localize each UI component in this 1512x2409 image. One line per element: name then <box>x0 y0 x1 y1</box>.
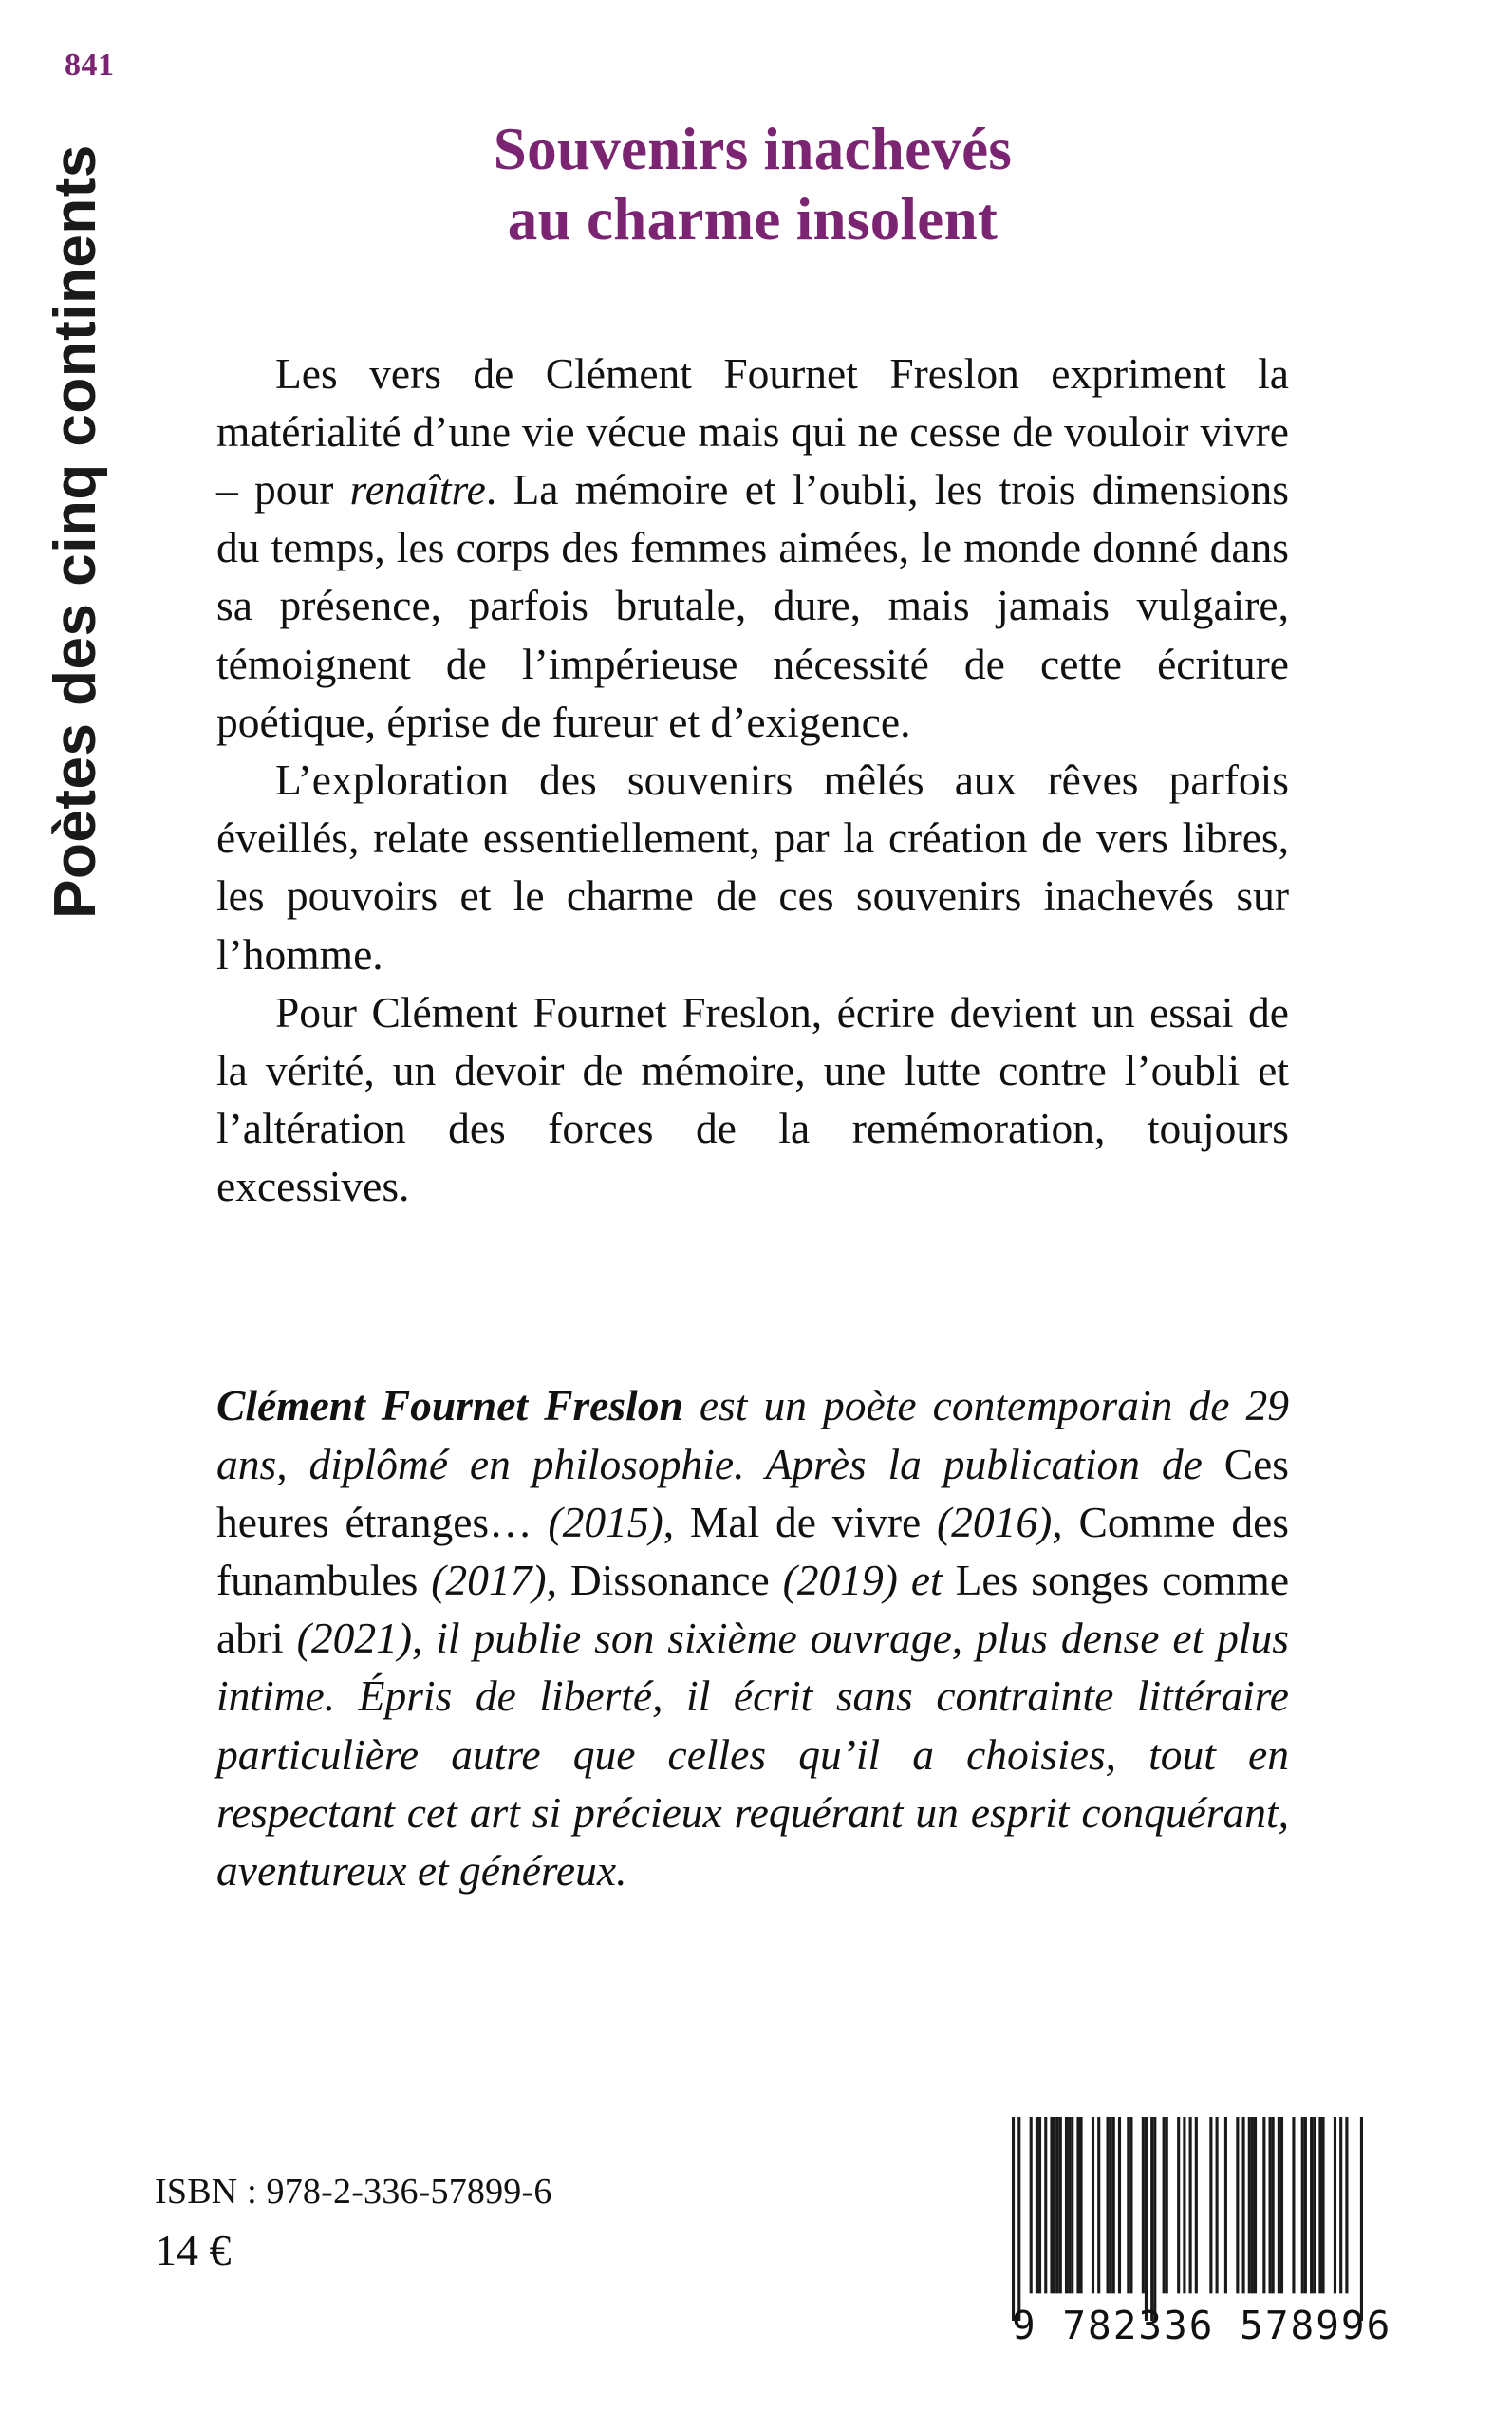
text-segment: (2015) <box>532 1497 663 1546</box>
text-segment: Pour Clément Fournet Freslon, écrire devient un essai de la vérité, un devoir de mémoire, une lutte contre l’oubli et l’altération des forces de la remémoration, toujours excessives. <box>216 987 1289 1211</box>
text-segment: L’exploration des souvenirs mêlés aux rêves parfois éveillés, relate essentiellement, par la création de vers libres, les pouvoirs et le charme de ces souvenirs inachevés sur l’homme. <box>216 755 1289 979</box>
text-segment: Ces heures étranges… <box>216 1439 1289 1546</box>
text-segment: (2019) et <box>769 1556 956 1605</box>
book-title-line-1: Souvenirs inachevés <box>493 116 1013 182</box>
footer <box>0 2117 1512 2409</box>
biography-paragraph <box>216 1376 1289 1899</box>
collection-number: 841 <box>65 47 115 83</box>
text-segment: . La mémoire et l’oubli, les trois dimensions du temps, les corps des femmes aimées, le monde donné dans sa présence, parfois brutale, dure, mais jamais vulgaire, témoignent de l’impérieuse nécessité de cette écriture poétique, éprise de fureur et d’exigence. <box>216 465 1289 746</box>
text-segment: (2017) <box>418 1556 547 1605</box>
author-biography <box>216 1376 1289 1899</box>
text-segment: , <box>663 1497 690 1546</box>
collection-name: Poètes des cinq continents <box>43 144 108 919</box>
content-column <box>216 0 1289 1899</box>
blurb-text <box>216 345 1289 1216</box>
isbn-value: ISBN : 978-2-336-57899-6 <box>155 2172 552 2212</box>
blurb-paragraph <box>216 983 1289 1216</box>
price-value: 14 € <box>155 2225 232 2274</box>
blurb-paragraph <box>216 345 1289 751</box>
blurb-paragraph <box>216 751 1289 983</box>
text-segment: Les vers de Clément Fournet Freslon expriment la matérialité d’une vie vécue mais qui ne cesse de vouloir vivre – pour <box>216 348 1289 514</box>
collection-name-band <box>0 104 152 959</box>
text-segment: (2016) <box>921 1497 1053 1546</box>
text-segment: Comme des funambules <box>216 1497 1289 1605</box>
text-segment: est un poète contemporain de 29 ans, diplômé en philosophie. Après la publication de <box>216 1381 1289 1488</box>
text-segment: Mal de vivre <box>689 1497 922 1546</box>
barcode-bars-icon <box>1012 2117 1363 2321</box>
text-segment: renaître <box>349 465 486 514</box>
page-title <box>216 114 1289 255</box>
text-segment: , <box>546 1556 570 1605</box>
barcode-digits: 9 782336 578996 <box>1012 2303 1392 2348</box>
text-segment: (2021), il publie son sixième ouvrage, plus dense et plus intime. Épris de liberté, il écrit sans contrainte littéraire particulière autre que celles qu’il a choisies, tout en respectant cet art si précieux requérant un esprit conquérant, aventureux et généreux. <box>216 1614 1289 1895</box>
book-title-line-2: au charme insolent <box>507 186 999 253</box>
text-segment: , <box>1052 1497 1079 1546</box>
text-segment: Clément Fournet Freslon <box>216 1381 683 1430</box>
barcode <box>1012 2117 1392 2392</box>
text-segment: Dissonance <box>569 1556 770 1605</box>
text-segment: Les songes comme abri <box>216 1556 1290 1663</box>
isbn-price-block <box>155 2172 552 2274</box>
